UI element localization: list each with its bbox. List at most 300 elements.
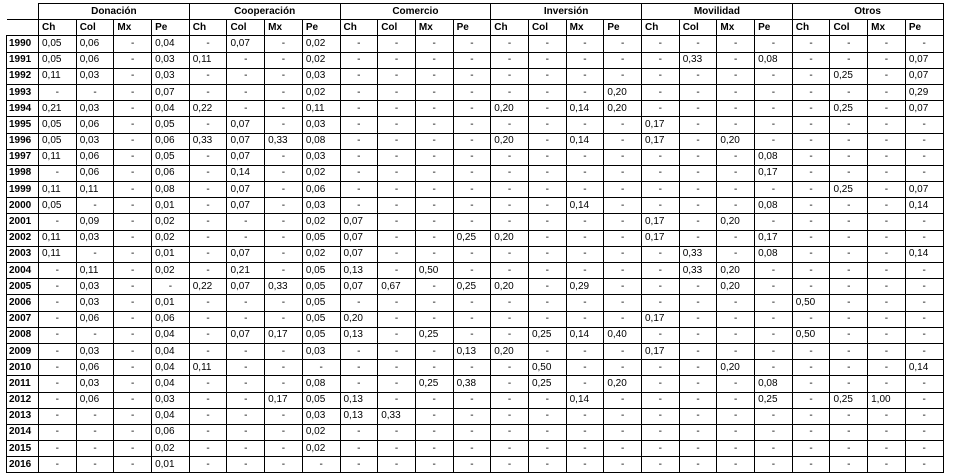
table-cell: 0,02 (152, 230, 190, 246)
table-cell: - (114, 165, 152, 181)
table-cell: 0,20 (717, 279, 755, 295)
table-cell: - (302, 360, 340, 376)
table-cell: - (189, 198, 227, 214)
table-cell: - (792, 360, 830, 376)
column-header: Pe (755, 20, 793, 36)
table-row (7, 68, 944, 84)
column-header: Col (378, 20, 416, 36)
table-cell: - (642, 279, 680, 295)
table-cell: - (415, 230, 453, 246)
table-cell: - (340, 182, 378, 198)
table-cell: - (453, 246, 491, 262)
table-cell: 0,11 (76, 182, 114, 198)
table-cell: - (189, 343, 227, 359)
table-cell: 0,11 (39, 182, 77, 198)
table-cell: 0,29 (905, 84, 943, 100)
table-cell: - (453, 311, 491, 327)
table-cell: - (868, 295, 906, 311)
table-cell: - (491, 182, 529, 198)
table-cell: - (39, 376, 77, 392)
table-cell: - (491, 68, 529, 84)
table-cell: - (378, 246, 416, 262)
table-row (7, 424, 944, 440)
table-cell: - (679, 392, 717, 408)
table-cell: 0,03 (152, 392, 190, 408)
table-cell: - (114, 279, 152, 295)
table-row (7, 149, 944, 165)
table-cell: 0,67 (378, 279, 416, 295)
table-cell: - (39, 263, 77, 279)
table-cell: 0,05 (302, 392, 340, 408)
table-cell: - (642, 376, 680, 392)
table-cell: - (717, 376, 755, 392)
table-cell: 0,25 (755, 392, 793, 408)
table-cell: - (679, 198, 717, 214)
table-cell: - (528, 263, 566, 279)
table-cell: 0,01 (152, 198, 190, 214)
table-cell: - (868, 360, 906, 376)
table-cell: 0,25 (453, 279, 491, 295)
table-cell: - (792, 165, 830, 181)
table-cell: - (39, 424, 77, 440)
year-cell: 2016 (7, 457, 39, 473)
table-cell: - (717, 165, 755, 181)
table-cell: - (566, 230, 604, 246)
table-cell: 0,20 (604, 84, 642, 100)
table-cell: 0,05 (302, 230, 340, 246)
table-cell: 0,25 (453, 230, 491, 246)
table-cell: - (378, 295, 416, 311)
column-header: Mx (415, 20, 453, 36)
table-cell: 0,05 (302, 263, 340, 279)
table-cell: - (905, 343, 943, 359)
table-cell: - (566, 295, 604, 311)
table-cell: - (528, 182, 566, 198)
table-cell: - (378, 263, 416, 279)
table-cell: - (415, 68, 453, 84)
table-cell: - (340, 198, 378, 214)
table-cell: - (491, 327, 529, 343)
table-row (7, 52, 944, 68)
table-cell: - (679, 457, 717, 473)
table-cell: - (189, 36, 227, 52)
table-cell: - (453, 441, 491, 457)
table-cell: - (830, 263, 868, 279)
table-cell: - (566, 117, 604, 133)
table-cell: 0,25 (415, 376, 453, 392)
table-cell: - (265, 101, 303, 117)
year-cell: 2010 (7, 360, 39, 376)
table-cell: 0,07 (227, 133, 265, 149)
table-cell: 0,01 (152, 295, 190, 311)
table-row (7, 392, 944, 408)
table-cell: - (792, 263, 830, 279)
table-cell: 0,03 (76, 343, 114, 359)
table-row (7, 343, 944, 359)
table-cell: - (415, 36, 453, 52)
table-cell: - (39, 279, 77, 295)
table-cell: - (378, 214, 416, 230)
table-cell: - (528, 230, 566, 246)
table-cell: 0,03 (302, 408, 340, 424)
table-cell: - (566, 408, 604, 424)
column-header: Ch (340, 20, 378, 36)
table-cell: 0,08 (755, 376, 793, 392)
table-cell: - (830, 214, 868, 230)
table-cell: - (604, 424, 642, 440)
table-cell: - (265, 295, 303, 311)
column-header: Col (830, 20, 868, 36)
table-cell: - (340, 149, 378, 165)
table-cell: - (227, 52, 265, 68)
table-cell: - (528, 84, 566, 100)
table-cell: 0,08 (302, 376, 340, 392)
table-cell: 0,03 (302, 343, 340, 359)
table-cell: - (604, 36, 642, 52)
table-cell: - (642, 101, 680, 117)
column-header: Mx (868, 20, 906, 36)
table-cell: - (114, 343, 152, 359)
table-cell: - (755, 408, 793, 424)
table-cell: - (340, 165, 378, 181)
table-cell: - (491, 263, 529, 279)
table-cell: - (189, 441, 227, 457)
table-cell: - (830, 117, 868, 133)
table-cell: - (378, 424, 416, 440)
table-cell: - (491, 36, 529, 52)
year-cell: 2008 (7, 327, 39, 343)
table-cell: - (491, 52, 529, 68)
table-cell: - (642, 84, 680, 100)
table-cell: - (340, 343, 378, 359)
table-cell: - (340, 68, 378, 84)
table-cell: - (905, 376, 943, 392)
table-cell: - (415, 149, 453, 165)
table-cell: - (76, 198, 114, 214)
table-cell: - (717, 230, 755, 246)
table-cell: 0,04 (152, 376, 190, 392)
table-cell: 0,17 (642, 230, 680, 246)
table-cell: 0,11 (302, 101, 340, 117)
table-cell: - (491, 424, 529, 440)
table-cell: - (604, 230, 642, 246)
table-cell: - (717, 424, 755, 440)
table-cell: - (830, 149, 868, 165)
table-cell: 0,20 (491, 343, 529, 359)
table-row (7, 441, 944, 457)
table-cell: - (792, 311, 830, 327)
table-cell: - (528, 101, 566, 117)
table-cell: - (717, 36, 755, 52)
table-cell: - (717, 52, 755, 68)
table-cell: - (792, 457, 830, 473)
subheader-row (7, 20, 944, 36)
table-cell: - (792, 84, 830, 100)
table-cell: - (755, 214, 793, 230)
table-cell: - (114, 52, 152, 68)
table-cell: 0,03 (302, 117, 340, 133)
column-header: Mx (114, 20, 152, 36)
table-cell: - (566, 457, 604, 473)
table-cell: 0,14 (905, 246, 943, 262)
table-cell: - (679, 327, 717, 343)
table-cell: - (830, 311, 868, 327)
table-cell: - (378, 343, 416, 359)
table-cell: - (227, 311, 265, 327)
table-cell: - (604, 360, 642, 376)
table-cell: - (604, 198, 642, 214)
table-cell: - (830, 36, 868, 52)
table-cell: - (792, 214, 830, 230)
table-cell: - (604, 133, 642, 149)
table-row (7, 279, 944, 295)
table-cell: 0,01 (152, 457, 190, 473)
table-cell: 0,07 (227, 149, 265, 165)
table-cell: 0,50 (415, 263, 453, 279)
table-cell: - (566, 311, 604, 327)
table-cell: - (755, 263, 793, 279)
table-cell: - (415, 441, 453, 457)
table-cell: - (830, 327, 868, 343)
table-cell: 0,14 (566, 327, 604, 343)
data-table (6, 3, 944, 473)
table-cell: - (528, 343, 566, 359)
table-cell: - (76, 424, 114, 440)
column-header: Mx (566, 20, 604, 36)
table-cell: 0,07 (227, 198, 265, 214)
table-cell: 0,03 (152, 52, 190, 68)
table-cell: - (717, 408, 755, 424)
table-cell: 0,06 (76, 165, 114, 181)
table-cell: - (453, 327, 491, 343)
table-cell: - (642, 198, 680, 214)
table-cell: - (378, 84, 416, 100)
table-cell: 0,20 (604, 101, 642, 117)
table-cell: - (76, 84, 114, 100)
table-cell: - (39, 343, 77, 359)
table-cell: 0,02 (302, 214, 340, 230)
table-cell: - (415, 360, 453, 376)
table-cell: - (792, 392, 830, 408)
table-cell: - (717, 68, 755, 84)
table-cell: - (868, 101, 906, 117)
table-cell: - (378, 311, 416, 327)
corner-cell (7, 4, 39, 20)
table-cell: - (227, 360, 265, 376)
table-cell: - (830, 165, 868, 181)
table-cell: - (415, 246, 453, 262)
table-cell: - (528, 68, 566, 84)
table-cell: - (528, 165, 566, 181)
table-cell: 0,33 (679, 52, 717, 68)
table-cell: - (679, 149, 717, 165)
table-cell: - (868, 214, 906, 230)
table-cell: - (604, 441, 642, 457)
table-cell: - (189, 408, 227, 424)
table-cell: - (717, 343, 755, 359)
table-cell: - (566, 246, 604, 262)
table-cell: 0,05 (39, 133, 77, 149)
column-header: Pe (453, 20, 491, 36)
table-cell: - (642, 441, 680, 457)
year-cell: 2001 (7, 214, 39, 230)
table-row (7, 133, 944, 149)
table-cell: - (868, 198, 906, 214)
table-cell: 0,17 (642, 343, 680, 359)
table-cell: - (717, 198, 755, 214)
table-cell: - (868, 52, 906, 68)
table-cell: 0,03 (76, 101, 114, 117)
table-cell: - (868, 424, 906, 440)
table-cell: 0,14 (227, 165, 265, 181)
table-cell: - (340, 52, 378, 68)
table-cell: 0,04 (152, 408, 190, 424)
table-cell: - (453, 360, 491, 376)
table-cell: 0,17 (265, 392, 303, 408)
table-cell: 0,02 (302, 246, 340, 262)
table-cell: - (415, 117, 453, 133)
table-cell: - (227, 392, 265, 408)
table-cell: - (604, 165, 642, 181)
table-row (7, 101, 944, 117)
table-cell: - (679, 360, 717, 376)
table-cell: - (265, 311, 303, 327)
table-cell: - (604, 408, 642, 424)
table-cell: - (868, 165, 906, 181)
table-cell: - (604, 68, 642, 84)
table-cell: - (792, 279, 830, 295)
table-cell: - (189, 295, 227, 311)
table-cell: - (189, 117, 227, 133)
table-cell: - (453, 392, 491, 408)
table-cell: - (114, 424, 152, 440)
table-cell: 0,17 (755, 230, 793, 246)
group-header-row (7, 4, 944, 20)
table-cell: - (453, 198, 491, 214)
table-cell: - (755, 68, 793, 84)
table-cell: - (868, 117, 906, 133)
table-cell: - (717, 101, 755, 117)
table-cell: 0,05 (39, 36, 77, 52)
table-cell: 0,25 (830, 182, 868, 198)
table-cell: - (415, 424, 453, 440)
table-cell: - (566, 149, 604, 165)
table-cell: - (679, 36, 717, 52)
table-cell: - (265, 84, 303, 100)
table-cell: - (830, 279, 868, 295)
table-cell: 0,21 (39, 101, 77, 117)
table-cell: - (566, 424, 604, 440)
table-cell: 0,05 (302, 311, 340, 327)
table-cell: 0,06 (152, 424, 190, 440)
group-header: Inversión (491, 4, 642, 20)
table-cell: - (453, 101, 491, 117)
table-cell: 0,03 (76, 68, 114, 84)
table-cell: - (528, 295, 566, 311)
table-cell: - (189, 457, 227, 473)
table-cell: - (830, 441, 868, 457)
table-cell: - (792, 36, 830, 52)
table-cell: - (453, 52, 491, 68)
table-cell: - (604, 311, 642, 327)
table-row (7, 36, 944, 52)
table-cell: 0,07 (905, 52, 943, 68)
table-cell: 0,17 (642, 133, 680, 149)
year-cell: 2012 (7, 392, 39, 408)
table-cell: 0,02 (302, 441, 340, 457)
table-cell: - (679, 230, 717, 246)
table-cell: - (453, 149, 491, 165)
table-cell: - (76, 246, 114, 262)
table-cell: - (755, 360, 793, 376)
table-cell: 0,07 (340, 214, 378, 230)
table-cell: - (265, 68, 303, 84)
table-cell: - (415, 343, 453, 359)
table-cell: - (642, 149, 680, 165)
table-cell: - (679, 424, 717, 440)
table-cell: - (755, 182, 793, 198)
table-cell: 0,07 (905, 182, 943, 198)
table-cell: - (378, 52, 416, 68)
table-cell: - (868, 279, 906, 295)
table-cell: - (453, 424, 491, 440)
table-cell: - (792, 52, 830, 68)
table-cell: - (792, 246, 830, 262)
table-cell: - (114, 246, 152, 262)
table-cell: - (227, 84, 265, 100)
table-cell: - (755, 424, 793, 440)
table-row (7, 230, 944, 246)
table-cell: 0,33 (679, 246, 717, 262)
column-header: Ch (39, 20, 77, 36)
table-cell: - (114, 327, 152, 343)
table-cell: - (39, 408, 77, 424)
column-header: Col (528, 20, 566, 36)
table-cell: - (528, 441, 566, 457)
table-cell: - (905, 149, 943, 165)
table-cell: 0,08 (152, 182, 190, 198)
table-cell: - (642, 263, 680, 279)
table-cell: 0,50 (792, 295, 830, 311)
table-cell: 0,09 (76, 214, 114, 230)
table-cell: 0,20 (717, 263, 755, 279)
table-cell: - (378, 360, 416, 376)
table-cell: - (566, 343, 604, 359)
table-cell: 0,25 (830, 392, 868, 408)
table-cell: - (415, 214, 453, 230)
group-header: Movilidad (642, 4, 793, 20)
table-cell: 0,03 (76, 295, 114, 311)
table-cell: 0,06 (76, 392, 114, 408)
table-cell: - (265, 457, 303, 473)
table-cell: - (604, 52, 642, 68)
table-cell: 0,17 (642, 117, 680, 133)
year-cell: 1991 (7, 52, 39, 68)
table-cell: 0,33 (265, 279, 303, 295)
table-row (7, 376, 944, 392)
table-cell: 0,11 (39, 246, 77, 262)
table-cell: - (378, 198, 416, 214)
table-cell: - (415, 52, 453, 68)
table-cell: 0,17 (755, 165, 793, 181)
table-cell: - (340, 84, 378, 100)
table-cell: - (868, 246, 906, 262)
column-header: Mx (717, 20, 755, 36)
table-cell: - (114, 295, 152, 311)
table-cell: 0,40 (604, 327, 642, 343)
year-cell: 2003 (7, 246, 39, 262)
table-cell: - (905, 392, 943, 408)
